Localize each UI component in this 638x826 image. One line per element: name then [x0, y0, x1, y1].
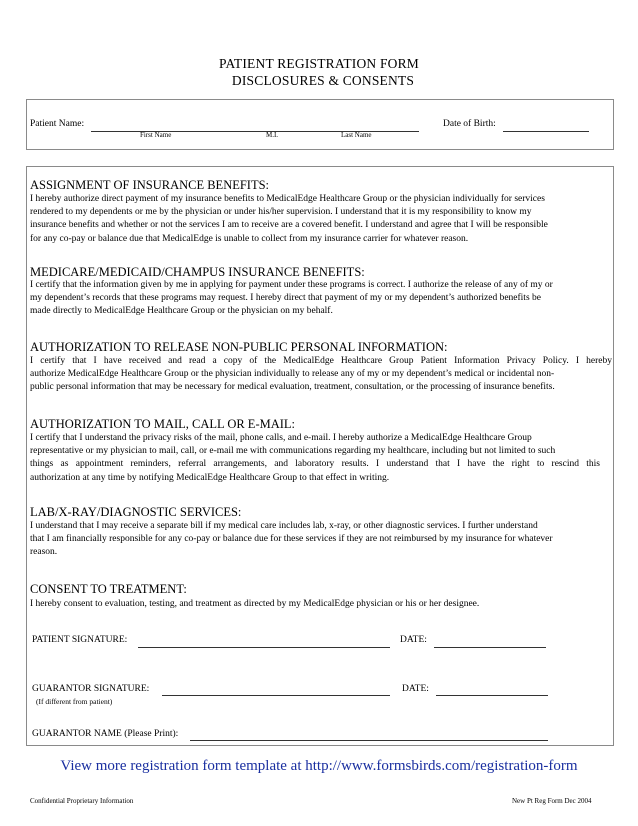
date-label: DATE: [400, 635, 427, 645]
section-text: I hereby authorize direct payment of my insurance benefits to MedicalEdge Healthcare Group or the physician individually for services rendered to my dependents or me by the physician or under his/her supervision. I understand that it is my responsibility to know my insurance benefits and whether or not the services I am to receive are a covered benefit. I understand and agree that I will be responsible for any co-pay or balance due that MedicalEdge is unable to collect from my insurance carrier for whatever reason. [30, 194, 548, 244]
guarantor-name-label: GUARANTOR NAME (Please Print): [32, 729, 179, 739]
section-text: I understand that I may receive a separate bill if my medical care includes lab, x-ray, or other diagnostic services. I further understand that I am financially responsible for any co-pay or balance due for these services if they are not reimbursed by my insurance for whatever reason. [30, 521, 553, 558]
form-subtitle: DISCLOSURES & CONSENTS [231, 73, 415, 88]
promo-text: View more registration form template at [60, 758, 306, 774]
first-name-caption: First Name [140, 131, 172, 139]
footer-left: Confidential Proprietary Information [30, 797, 134, 805]
patient-signature-label: PATIENT SIGNATURE: [32, 635, 128, 645]
footer-right: New Pt Reg Form Dec 2004 [512, 797, 592, 805]
guarantor-name-field[interactable] [190, 740, 548, 741]
promo-link[interactable]: http://www.formsbirds.com/registration-form [305, 758, 578, 774]
section-heading: CONSENT TO TREATMENT: [30, 582, 187, 596]
section-heading: MEDICARE/MEDICAID/CHAMPUS INSURANCE BENEFITS: [30, 265, 365, 279]
dob-field[interactable] [503, 131, 589, 132]
patient-date-field[interactable] [434, 647, 546, 648]
section-heading: LAB/X-RAY/DIAGNOSTIC SERVICES: [30, 505, 242, 519]
section-text: I certify that I have received and read a copy of the MedicalEdge Healthcare Group Patient Information Privacy Policy. I hereby authorize MedicalEdge Healthcare Group or the physician individually to release any of my or my dependent’s medical or incidental non- public personal information that may be necessary for medical evaluation, treatment, consultation, or the processing of insurance benefits. [30, 356, 612, 393]
guarantor-note: (If different from patient) [36, 697, 113, 706]
section-text: I certify that the information given by me in applying for payment under these programs is correct. I authorize the release of any of my or my dependent’s records that these programs may request. I hereby direct that payment of my or my dependent’s authorized benefits be made directly to MedicalEdge Healthcare Group or the physician on my behalf. [30, 280, 553, 317]
form-title: PATIENT REGISTRATION FORM [218, 56, 420, 71]
guarantor-date-field[interactable] [436, 695, 548, 696]
section-heading: AUTHORIZATION TO RELEASE NON-PUBLIC PERSONAL INFORMATION: [30, 340, 448, 354]
date-label: DATE: [402, 684, 429, 694]
patient-name-label: Patient Name: [30, 119, 85, 129]
guarantor-signature-label: GUARANTOR SIGNATURE: [32, 684, 150, 694]
patient-name-box [26, 99, 614, 150]
guarantor-signature-field[interactable] [162, 695, 390, 696]
patient-signature-field[interactable] [138, 647, 390, 648]
section-heading: ASSIGNMENT OF INSURANCE BENEFITS: [30, 178, 270, 192]
promo-line [0, 758, 638, 775]
section-text: I hereby consent to evaluation, testing, and treatment as directed by my MedicalEdge physician or his or her designee. [30, 599, 480, 609]
section-heading: AUTHORIZATION TO MAIL, CALL OR E-MAIL: [30, 417, 296, 431]
last-name-caption: Last Name [341, 131, 372, 139]
mi-caption: M.I. [266, 131, 279, 139]
dob-label: Date of Birth: [443, 119, 496, 129]
section-text: I certify that I understand the privacy risks of the mail, phone calls, and e-mail. I hereby authorize a MedicalEdge Healthcare Group representative or my physician to mail, call, or e-mail me with communications regarding my healthcare, including but not limited to such things as appointment reminders, referral arrangements, and laboratory results. I understand that I have the right to rescind this authorization at any time by notifying MedicalEdge Healthcare Group to that effect in writing. [30, 433, 600, 483]
